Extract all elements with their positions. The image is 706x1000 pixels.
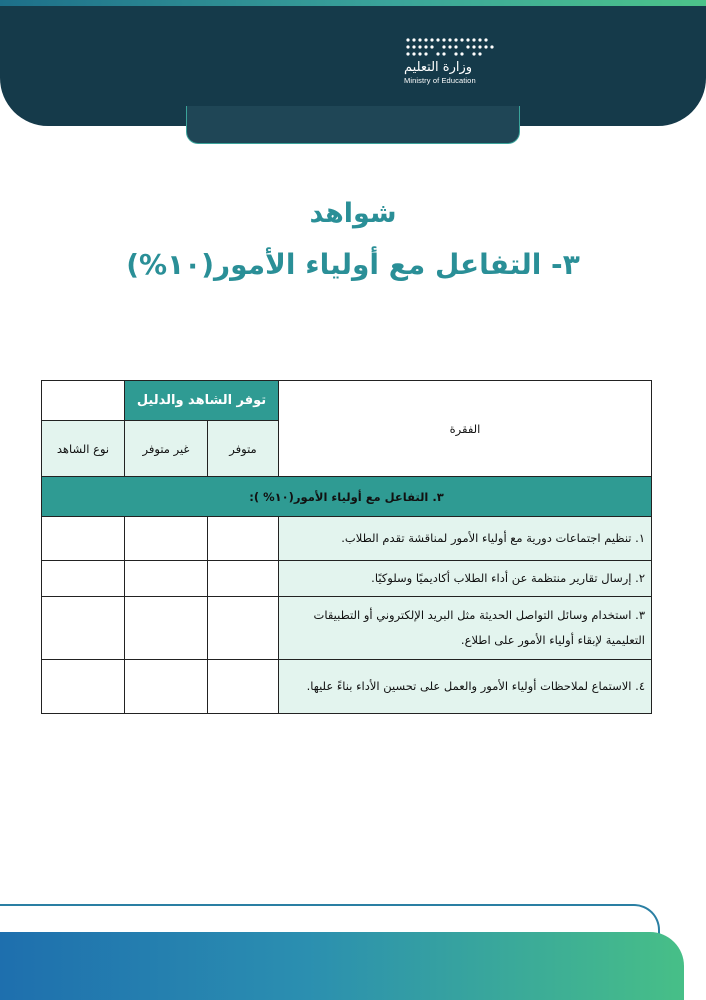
evidence-table <box>41 380 652 714</box>
corner-cell <box>42 381 125 421</box>
item-text: ٤. الاستماع لملاحظات أولياء الأمور والعمل على تحسين الأداء بناءً عليها. <box>279 660 652 714</box>
available-cell <box>208 561 279 597</box>
logo-arabic-text: وزارة التعليم <box>404 60 473 75</box>
page-subtitle: ٣- التفاعل مع أولياء الأمور(١٠%) <box>126 248 580 281</box>
table-row <box>42 660 652 714</box>
logo-dots-icon <box>404 36 494 58</box>
available-cell <box>208 597 279 660</box>
table-row <box>42 561 652 597</box>
logo-english-text: Ministry of Education <box>404 76 476 85</box>
not-available-cell <box>125 561 208 597</box>
page-footer-banner <box>0 932 684 1000</box>
footer-accent-line <box>0 904 660 934</box>
available-cell <box>208 517 279 561</box>
section-title: ٣. التفاعل مع أولياء الأمور(١٠% ): <box>42 477 652 517</box>
evidence-type-header: نوع الشاهد <box>42 421 125 477</box>
item-text: ٢. إرسال تقارير منتظمة عن أداء الطلاب أكاديميًا وسلوكيًا. <box>279 561 652 597</box>
availability-header: توفر الشاهد والدليل <box>125 381 279 421</box>
item-text: ١. تنظيم اجتماعات دورية مع أولياء الأمور لمناقشة تقدم الطلاب. <box>279 517 652 561</box>
available-cell <box>208 660 279 714</box>
not-available-cell <box>125 597 208 660</box>
item-text: ٣. استخدام وسائل التواصل الحديثة مثل البريد الإلكتروني أو التطبيقات التعليمية لإبقاء أولياء الأمور على اطلاع. <box>279 597 652 660</box>
evidence-type-cell <box>42 517 125 561</box>
not-available-cell <box>125 517 208 561</box>
ministry-logo <box>404 36 498 96</box>
evidence-type-cell <box>42 660 125 714</box>
evidence-type-cell <box>42 561 125 597</box>
table-row <box>42 517 652 561</box>
not-available-header: غير متوفر <box>125 421 208 477</box>
page-title: شواهد <box>309 198 397 229</box>
table-row <box>42 597 652 660</box>
not-available-cell <box>125 660 208 714</box>
available-header: متوفر <box>208 421 279 477</box>
evidence-type-cell <box>42 597 125 660</box>
table-header-row <box>42 381 652 421</box>
header-tab <box>186 106 520 144</box>
faqra-header: الفقرة <box>279 381 652 477</box>
section-row <box>42 477 652 517</box>
